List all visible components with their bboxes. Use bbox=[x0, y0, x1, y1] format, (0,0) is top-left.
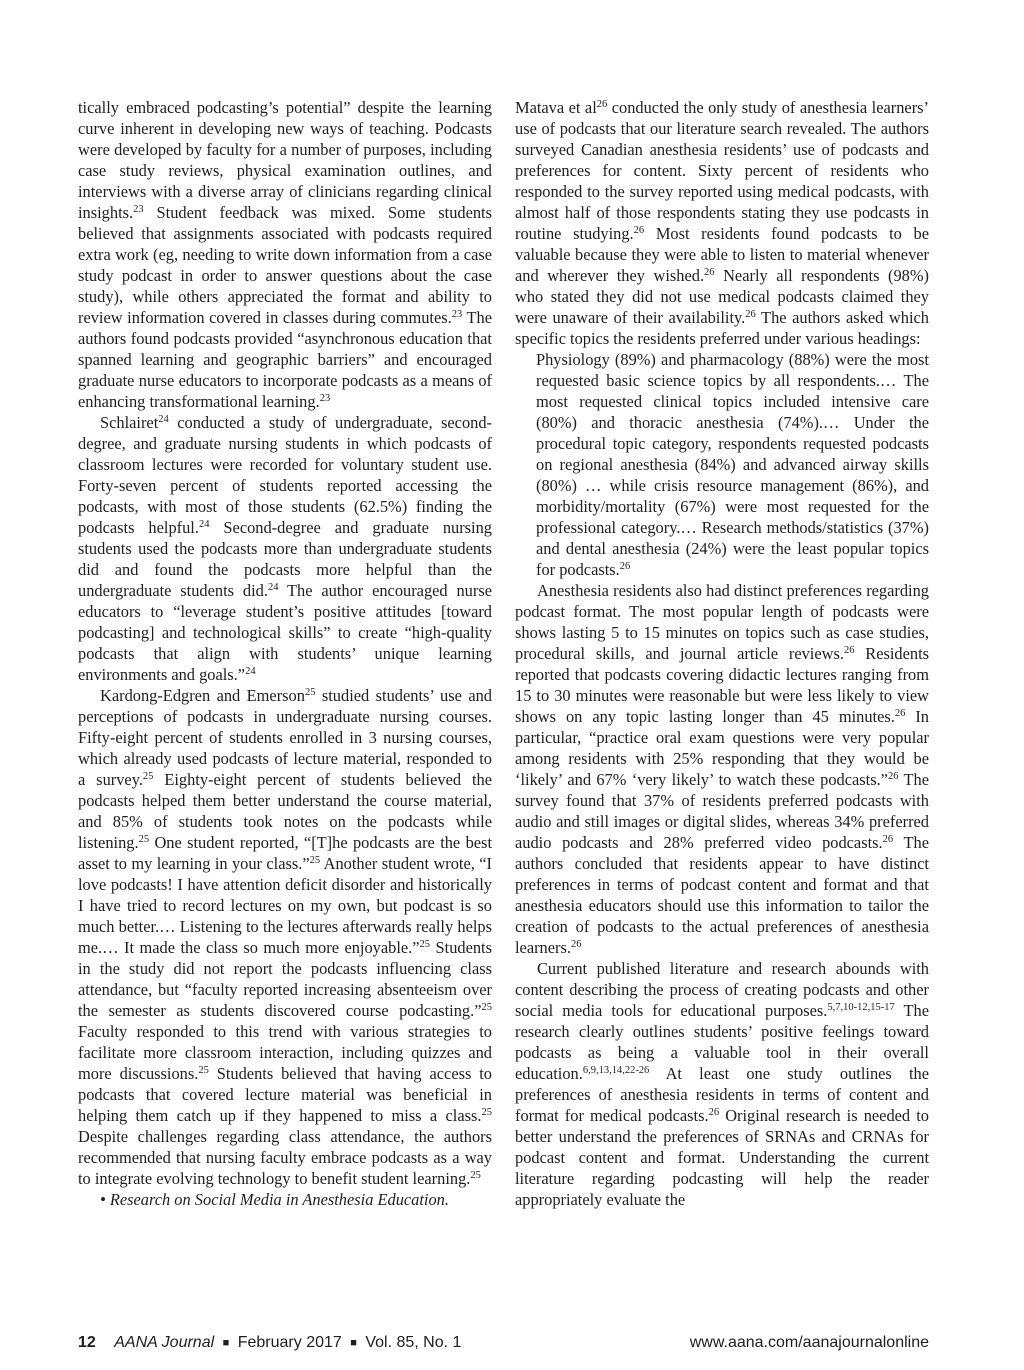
citation-superscript: 26 bbox=[619, 561, 631, 572]
citation-superscript: 25 bbox=[481, 1107, 492, 1118]
citation-superscript: 26 bbox=[596, 99, 608, 110]
section-heading: • Research on Social Media in Anesthesia Education. bbox=[100, 1190, 449, 1209]
text-run: Students believed that having access to podcasts that covered lecture material was beneficial in helping them catch up if they happened to miss a class. bbox=[78, 1064, 492, 1125]
text-run: The authors found podcasts provided “asynchronous education that spanned learning and geographic barriers” and encouraged graduate nurse educators to incorporate podcasts as a means of enhancing transformational learning. bbox=[78, 308, 492, 411]
left-column bbox=[78, 97, 492, 1210]
citation-superscript: 26 bbox=[745, 309, 756, 320]
text-run: Nearly all respondents (98%) who stated they did not use medical podcasts claimed they were unaware of their availability. bbox=[515, 266, 929, 327]
citation-superscript: 24 bbox=[158, 414, 169, 425]
block-quote bbox=[536, 349, 929, 580]
separator: ■ bbox=[350, 1337, 357, 1349]
paragraph bbox=[78, 412, 492, 685]
paragraph bbox=[515, 580, 929, 958]
paragraph bbox=[78, 97, 492, 412]
right-column bbox=[515, 97, 929, 1210]
citation-superscript: 23 bbox=[451, 309, 463, 320]
issue-date: February 2017 bbox=[237, 1334, 342, 1351]
text-run: Original research is needed to better understand the preferences of SRNAs and CRNAs for podcast content and format. Understanding the current literature regarding podcasting will help the reader appropriately evaluate the bbox=[515, 1106, 929, 1209]
text-run: Despite challenges regarding class attendance, the authors recommended that nursing faculty embrace podcasts as a way to integrate evolving technology to benefit student learning. bbox=[78, 1127, 492, 1188]
citation-superscript: 26 bbox=[704, 267, 715, 278]
text-run: Students in the study did not report the podcasts influencing class attendance, but “faculty reported increasing absenteeism over the semester as students discovered course podcasting.” bbox=[78, 938, 492, 1020]
citation-superscript: 26 bbox=[843, 645, 855, 656]
journal-name: AANA Journal bbox=[114, 1334, 215, 1351]
citation-superscript: 24 bbox=[267, 582, 279, 593]
citation-superscript: 25 bbox=[419, 939, 431, 950]
text-run: Eighty-eight percent of students believed the podcasts helped them better understand the course material, and 85% of students took notes on the podcasts while listening. bbox=[78, 770, 492, 852]
citation-superscript: 26 bbox=[894, 708, 906, 719]
citation-superscript: 24 bbox=[245, 666, 256, 677]
text-run: The authors concluded that residents appear to have distinct preferences in terms of podcast content and format and that anesthesia educators should use this information to tailor the creation of podcasts to the actual preferences of anesthesia learners. bbox=[515, 833, 929, 957]
citation-superscript: 5,7,10-12,15-17 bbox=[827, 1002, 895, 1013]
text-run: Another student wrote, “I love podcasts! I have attention deficit disorder and historically I have tried to record lectures on my own, but podcast is so much better.… Listening to the lectures afterwards really helps me.… It made the class so much more enjoyable.” bbox=[78, 854, 492, 957]
text-run: Kardong-Edgren and Emerson bbox=[100, 686, 305, 705]
citation-superscript: 24 bbox=[198, 519, 210, 530]
citation-superscript: 26 bbox=[887, 771, 899, 782]
text-run: The research clearly outlines students’ positive feelings toward podcasts as being a valuable tool in their overall education. bbox=[515, 1001, 929, 1083]
text-run: Student feedback was mixed. Some students believed that assignments associated with podcasts required extra work (eg, needing to write down information from a case study podcast in order to answer questions about the case study), while others appreciated the format and ability to review information covered in classes during commutes. bbox=[78, 203, 492, 327]
page-number: 12 bbox=[78, 1334, 96, 1351]
text-run: Matava et al bbox=[515, 98, 597, 117]
volume-issue: Vol. 85, No. 1 bbox=[365, 1334, 462, 1351]
text-run: conducted the only study of anesthesia learners’ use of podcasts that our literature search revealed. The authors surveyed Canadian anesthesia residents’ use of podcasts and preferences for content. Sixty percent of residents who responded to the survey reported using medical podcasts, with almost half of those respondents stating they use podcasts in routine studying. bbox=[515, 98, 929, 243]
citation-superscript: 23 bbox=[319, 393, 331, 404]
text-run: At least one study outlines the preferences of anesthesia residents in terms of content and format for medical podcasts. bbox=[515, 1064, 929, 1125]
citation-superscript: 6,9,13,14,22-26 bbox=[582, 1065, 650, 1076]
citation-superscript: 26 bbox=[633, 225, 645, 236]
citation-superscript: 26 bbox=[882, 834, 894, 845]
text-run: tically embraced podcasting’s potential” despite the learning curve inherent in developing new ways of teaching. Podcasts were developed by faculty for a number of purposes, including case study reviews, physical examination outlines, and interviews with a diverse array of clinicians regarding clinical insights. bbox=[78, 98, 492, 222]
citation-superscript: 26 bbox=[570, 939, 582, 950]
text-run: Faculty responded to this trend with various strategies to facilitate more classroom interaction, including quizzes and more discussions. bbox=[78, 1022, 492, 1083]
separator: ■ bbox=[222, 1337, 230, 1349]
paragraph bbox=[515, 958, 929, 1210]
text-run: One student reported, “[T]he podcasts are the best asset to my learning in your class.” bbox=[78, 833, 492, 873]
citation-superscript: 25 bbox=[481, 1002, 492, 1013]
citation-superscript: 25 bbox=[198, 1065, 209, 1076]
citation-superscript: 25 bbox=[138, 834, 150, 845]
text-run: Most residents found podcasts to be valuable because they were able to listen to material whenever and wherever they wished. bbox=[515, 224, 929, 285]
text-run: studied students’ use and perceptions of podcasts in undergraduate nursing courses. Fifty-eight percent of students enrolled in 3 nursing courses, which already used podcasts of lecture material, responded to a survey. bbox=[78, 686, 492, 789]
text-run: Second-degree and graduate nursing students used the podcasts more than undergraduate students did and found the podcasts more helpful than the undergraduate students did. bbox=[78, 518, 492, 600]
text-run: The survey found that 37% of residents preferred podcasts with audio and still images or digital slides, whereas 34% preferred audio podcasts and 28% preferred video podcasts. bbox=[515, 770, 929, 852]
page-footer bbox=[78, 1334, 929, 1352]
text-run: Schlairet bbox=[100, 413, 159, 432]
text-run: Physiology (89%) and pharmacology (88%) were the most requested basic science topics by all respondents.… The most requested clinical topics included intensive care (80%) and thoracic anesthesia (74%).… Under the procedural topic category, respondents requested podcasts on regional anesthesia (84%) and advanced airway skills (80%) … while crisis resource management (86%), and morbidity/mortality (67%) were most requested for the professional category.… Research methods/statistics (37%) and dental anesthesia (24%) were the least popular topics for podcasts. bbox=[536, 350, 929, 579]
text-run: Residents reported that podcasts covering didactic lectures ranging from 15 to 30 minutes were reasonable but were less likely to view shows on any topic lasting longer than 45 minutes. bbox=[515, 644, 929, 726]
citation-superscript: 25 bbox=[309, 855, 321, 866]
paragraph bbox=[78, 685, 492, 1189]
citation-superscript: 23 bbox=[133, 204, 144, 215]
citation-superscript: 25 bbox=[142, 771, 154, 782]
text-run: Anesthesia residents also had distinct preferences regarding podcast format. The most popular length of podcasts were shows lasting 5 to 15 minutes on topics such as case studies, procedural skills, and journal article reviews. bbox=[515, 581, 929, 663]
text-run: conducted a study of undergraduate, second-degree, and graduate nursing students in which podcasts of classroom lectures were recorded for voluntary student use. Forty-seven percent of students reported accessing the podcasts, with most of those students (62.5%) finding the podcasts helpful. bbox=[78, 413, 492, 537]
citation-superscript: 26 bbox=[708, 1107, 720, 1118]
text-run: Current published literature and research abounds with content describing the process of creating podcasts and other social media tools for educational purposes. bbox=[515, 959, 929, 1020]
citation-superscript: 25 bbox=[470, 1170, 481, 1181]
journal-url[interactable]: www.aana.com/aanajournalonline bbox=[689, 1334, 929, 1351]
text-run: The authors asked which specific topics the residents preferred under various headings: bbox=[515, 308, 929, 348]
text-run: In particular, “practice oral exam questions were very popular among residents with 25% responding that they would be ‘likely’ and 67% ‘very likely’ to watch these podcasts.” bbox=[515, 707, 929, 789]
citation-superscript: 25 bbox=[304, 687, 316, 698]
paragraph bbox=[515, 97, 929, 349]
text-run: The author encouraged nurse educators to “leverage student’s positive attitudes [toward podcasting] and technological skills” to create “high-quality podcasts that align with students’ unique learning environments and goals.” bbox=[78, 581, 492, 684]
